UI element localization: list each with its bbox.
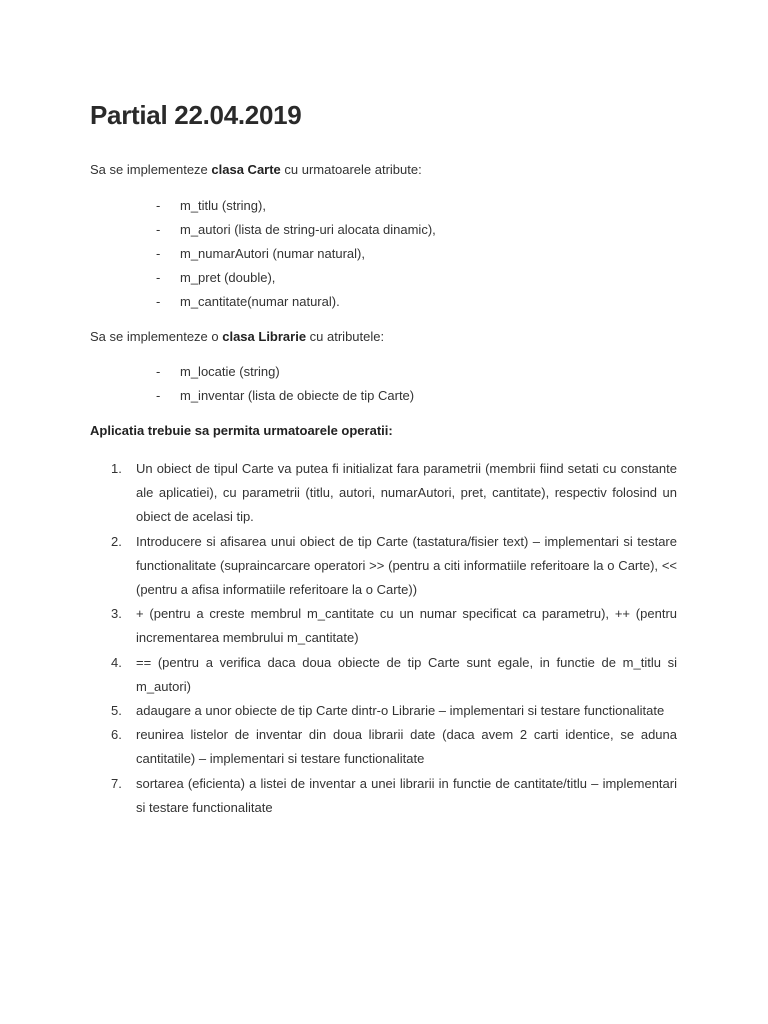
item-number: 7. xyxy=(111,775,122,791)
list-item xyxy=(0,651,677,699)
list-item xyxy=(0,699,677,723)
dash-marker: - xyxy=(156,198,161,213)
item-number: 1. xyxy=(111,461,122,476)
intro-librarie-bold: clasa Librarie xyxy=(222,329,307,344)
list-item xyxy=(0,530,677,603)
dash-marker: - xyxy=(156,294,161,309)
item-text: + (pentru a creste membrul m_cantitate cu un numar specificat ca parametru), ++ (pentru incrementarea membrului m_cantitate) xyxy=(136,606,677,646)
list-item-text: m_autori (lista de string-uri alocata dinamic), xyxy=(180,222,436,237)
page-title: Partial 22.04.2019 xyxy=(90,100,302,130)
item-number: 4. xyxy=(111,654,122,670)
operations-list xyxy=(0,457,677,820)
item-number: 3. xyxy=(111,606,122,622)
list-item xyxy=(0,723,677,771)
item-number: 6. xyxy=(111,727,122,743)
list-item xyxy=(0,772,677,820)
list-item-text: m_inventar (lista de obiecte de tip Carte) xyxy=(180,388,415,403)
list-item-text: m_titlu (string), xyxy=(180,198,266,213)
intro-carte-bold: clasa Carte xyxy=(211,162,281,177)
intro-librarie-paragraph xyxy=(90,329,384,345)
list-item xyxy=(0,602,677,650)
list-item xyxy=(0,457,677,530)
dash-marker: - xyxy=(156,364,161,379)
item-text: adaugare a unor obiecte de tip Carte dintr-o Librarie – implementari si testare functionalitate xyxy=(136,703,665,719)
list-item-text: m_pret (double), xyxy=(180,270,276,285)
list-item-text: m_cantitate(numar natural). xyxy=(180,294,340,309)
item-number: 2. xyxy=(111,533,122,549)
item-text: sortarea (eficienta) a listei de inventar a unei librarii in functie de cantitate/titlu – implementari si testare functionalitate xyxy=(136,775,677,815)
list-item-text: m_numarAutori (numar natural), xyxy=(180,246,365,261)
dash-marker: - xyxy=(156,388,161,403)
intro-carte-paragraph xyxy=(90,162,422,178)
dash-marker: - xyxy=(156,246,161,261)
intro-librarie-suffix: cu atributele: xyxy=(306,329,385,344)
list-item-text: m_locatie (string) xyxy=(180,364,280,379)
intro-carte-suffix: cu urmatoarele atribute: xyxy=(280,162,422,177)
item-text: reunirea listelor de inventar din doua librarii date (daca avem 2 carti identice, se aduna cantitatile) – implementari si testare functionalitate xyxy=(136,727,677,767)
intro-carte-prefix: Sa se implementeze xyxy=(90,162,212,177)
item-text: == (pentru a verifica daca doua obiecte de tip Carte sunt egale, in functie de m_titlu si m_autori) xyxy=(136,654,677,694)
item-text: Un obiect de tipul Carte va putea fi initializat fara parametrii (membrii fiind setati cu constante ale aplicatiei), cu parametrii (titlu, autori, numarAutori, pret, cantitate), respectiv folosind un obiect de acelasi tip. xyxy=(136,461,677,525)
operations-heading: Aplicatia trebuie sa permita urmatoarele operatii: xyxy=(90,423,393,438)
dash-marker: - xyxy=(156,222,161,237)
dash-marker: - xyxy=(156,270,161,285)
item-text: Introducere si afisarea unui obiect de tip Carte (tastatura/fisier text) – implementari si testare functionalitate (supraincarcare operatori >> (pentru a citi informatiile referitoare la o Carte), << (pentru a afisa informatiile referitoare la o Carte)) xyxy=(136,533,677,598)
intro-librarie-prefix: Sa se implementeze o xyxy=(90,329,223,344)
item-number: 5. xyxy=(111,703,122,719)
